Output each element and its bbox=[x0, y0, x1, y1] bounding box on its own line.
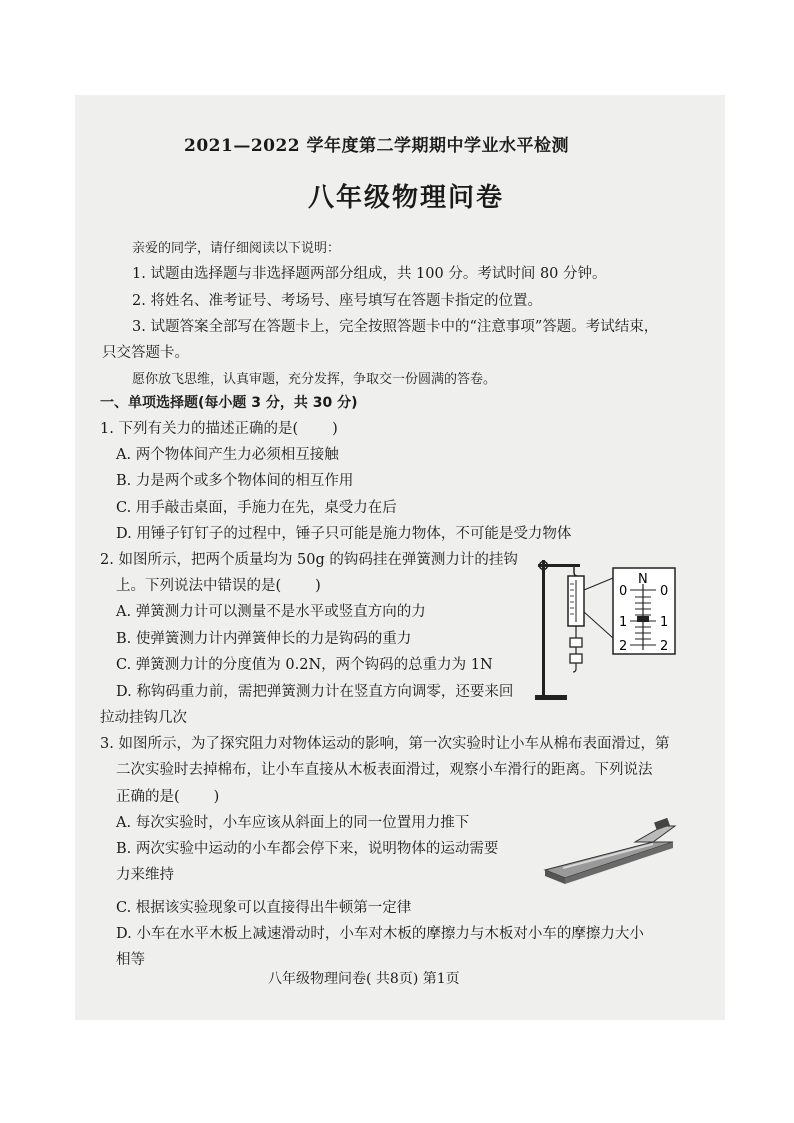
stand-pole bbox=[542, 560, 545, 695]
question-2-stem-cont: 上。下列说法中错误的是( ) bbox=[116, 578, 321, 594]
question-2-option-a: A. 弹簧测力计可以测量不是水平或竖直方向的力 bbox=[116, 604, 426, 620]
question-3-option-d-cont: 相等 bbox=[116, 952, 145, 968]
spring-scale-figure bbox=[530, 550, 690, 710]
question-2-option-d-cont: 拉动挂钩几次 bbox=[100, 710, 187, 726]
zoom-line-bottom bbox=[584, 612, 613, 638]
question-1-option-c: C. 用手敲击桌面，手施力在先，桌受力在后 bbox=[116, 500, 397, 516]
page-footer: 八年级物理问卷( 共8页) 第1页 bbox=[268, 971, 460, 987]
instruction-item-2: 2. 将姓名、准考证号、考场号、座号填写在答题卡指定的位置。 bbox=[132, 293, 542, 309]
exam-subtitle: 八年级物理问卷 bbox=[308, 183, 505, 213]
question-2-option-c: C. 弹簧测力计的分度值为 0.2N，两个钩码的总重力为 1N bbox=[116, 657, 493, 673]
ramp-cart-figure bbox=[535, 812, 680, 892]
question-2-option-d: D. 称钩码重力前，需把弹簧测力计在竖直方向调零，还要来回 bbox=[116, 684, 514, 700]
stand-arm bbox=[538, 564, 580, 567]
svg-text:0: 0 bbox=[619, 584, 628, 599]
question-1-option-d: D. 用锤子钉钉子的过程中，锤子只可能是施力物体，不可能是受力物体 bbox=[116, 526, 572, 542]
section-heading: 一、单项选择题(每小题 3 分，共 30 分) bbox=[100, 395, 358, 411]
pointer bbox=[637, 616, 649, 622]
question-2-option-b: B. 使弹簧测力计内弹簧伸长的力是钩码的重力 bbox=[116, 631, 412, 647]
hook bbox=[574, 567, 577, 576]
svg-text:1: 1 bbox=[619, 615, 628, 630]
svg-text:0: 0 bbox=[660, 584, 669, 599]
question-3-option-c: C. 根据该实验现象可以直接得出牛顿第一定律 bbox=[116, 900, 412, 916]
instruction-item-1: 1. 试题由选择题与非选择题两部分组成，共 100 分。考试时间 80 分钟。 bbox=[132, 266, 607, 282]
stand-base bbox=[535, 695, 567, 700]
question-1-option-a: A. 两个物体间产生力必须相互接触 bbox=[116, 447, 339, 463]
svg-text:2: 2 bbox=[660, 639, 669, 654]
question-3-option-b: B. 两次实验中运动的小车都会停下来，说明物体的运动需要 bbox=[116, 841, 499, 857]
question-2-stem: 2. 如图所示，把两个质量均为 50g 的钩码挂在弹簧测力计的挂钩 bbox=[100, 552, 518, 568]
instruction-item-3: 3. 试题答案全部写在答题卡上，完全按照答题卡中的“注意事项”答题。考试结束， bbox=[132, 319, 659, 335]
ramp bbox=[635, 826, 675, 842]
unit-label: N bbox=[638, 572, 648, 587]
question-3-stem-cont-2: 正确的是( ) bbox=[116, 789, 220, 805]
svg-text:2: 2 bbox=[619, 639, 628, 654]
question-3-option-a: A. 每次实验时，小车应该从斜面上的同一位置用力推下 bbox=[116, 815, 470, 831]
question-3-stem: 3. 如图所示，为了探究阻力对物体运动的影响，第一次实验时让小车从棉布表面滑过，第 bbox=[100, 736, 670, 752]
svg-text:1: 1 bbox=[660, 615, 669, 630]
zoom-line-top bbox=[584, 578, 613, 590]
weight-1 bbox=[570, 638, 582, 647]
question-1-option-b: B. 力是两个或多个物体间的相互作用 bbox=[116, 473, 354, 489]
exam-title: 2021—2022 学年度第二学期期中学业水平检测 bbox=[184, 136, 570, 156]
instructions-greeting: 亲爱的同学，请仔细阅读以下说明： bbox=[132, 241, 341, 256]
question-3-option-b-cont: 力来维持 bbox=[116, 867, 174, 883]
instructions-wish: 愿你放飞思维，认真审题，充分发挥，争取交一份圆满的答卷。 bbox=[132, 372, 497, 387]
board-top bbox=[545, 842, 673, 878]
instruction-item-3-cont: 只交答题卡。 bbox=[102, 345, 189, 361]
question-3-stem-cont-1: 二次实验时去掉棉布，让小车直接从木板表面滑过，观察小车滑行的距离。下列说法 bbox=[116, 762, 653, 778]
question-1-stem: 1. 下列有关力的描述正确的是( ) bbox=[100, 421, 338, 437]
question-3-option-d: D. 小车在水平木板上减速滑动时，小车对木板的摩擦力与木板对小车的摩擦力大小 bbox=[116, 926, 644, 942]
weight-2 bbox=[570, 654, 582, 663]
